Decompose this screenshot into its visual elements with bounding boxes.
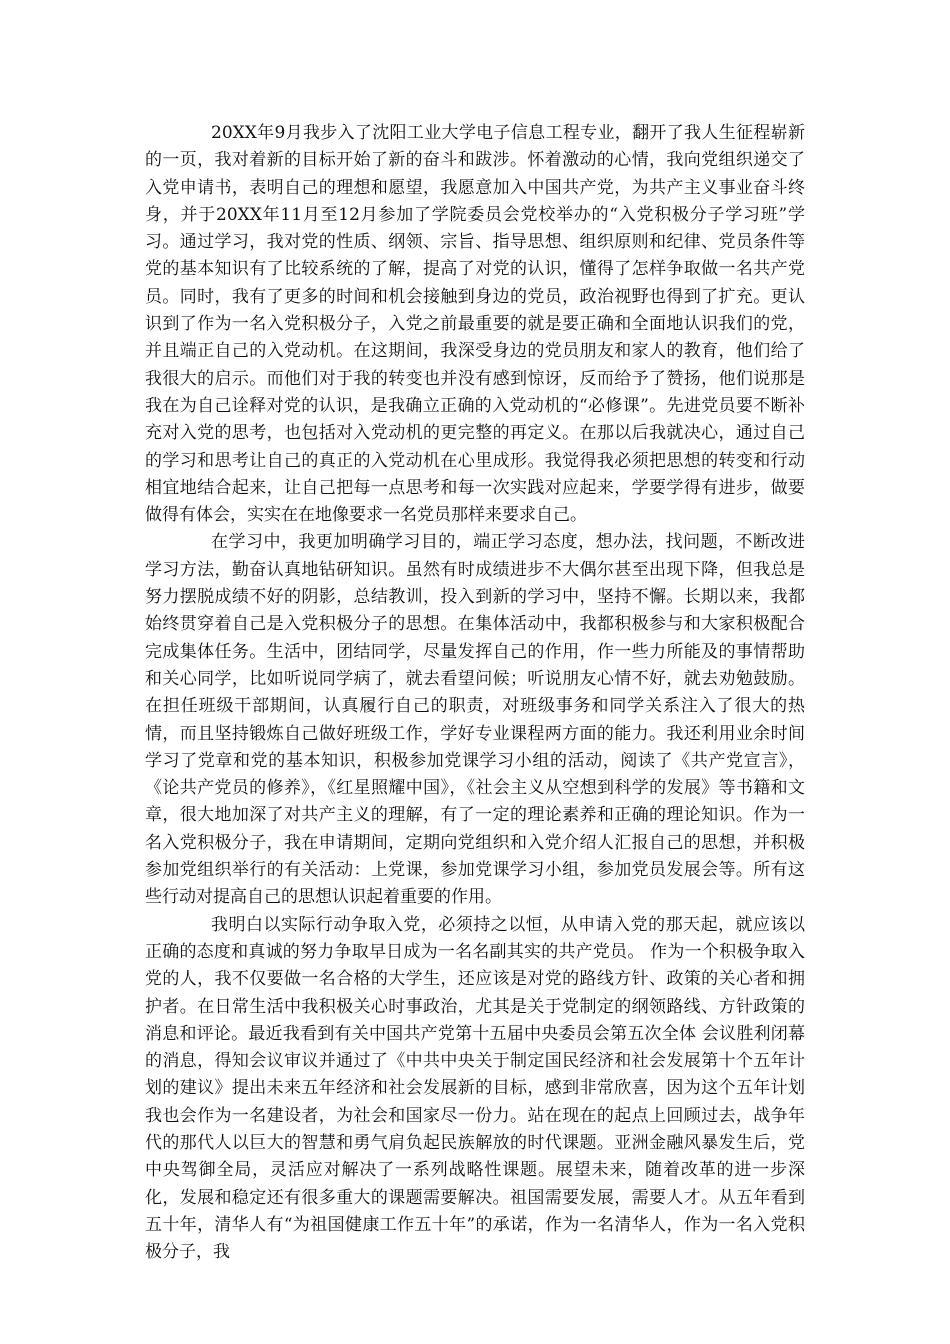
document-body — [145, 120, 805, 1266]
paragraph-2: 在学习中，我更加明确学习目的，端正学习态度，想办法，找问题，不断改进学习方法，勤奋认真地钻研知识。虽然有时成绩进步不大偶尔甚至出现下降，但我总是努力摆脱成绩不好的阴影，总结教训，投入到新的学习中，坚持不懈。长期以来，我都始终贯穿着自己是入党积极分子的思想。在集体活动中，我都积极参与和大家积极配合完成集体任务。生活中，团结同学，尽量发挥自己的作用，作一些力所能及的事情帮助和关心同学，比如听说同学病了，就去看望问候；听说朋友心情不好，就去劝勉鼓励。在担任班级干部期间，认真履行自己的职责，对班级事务和同学关系注入了很大的热情，而且坚持锻炼自己做好班级工作，学好专业课程两方面的能力。我还利用业余时间学习了党章和党的基本知识，积极参加党课学习小组的活动，阅读了《共产党宣言》，《论共产党员的修养》，《红星照耀中国》，《社会主义从空想到科学的发展》等书籍和文章，很大地加深了对共产主义的理解，有了一定的理论素养和正确的理论知识。作为一名入党积极分子，我在申请期间，定期向党组织和入党介绍人汇报自己的思想，并积极参加党组织举行的有关活动：上党课，参加党课学习小组，参加党员发展会等。所有这些行动对提高自己的思想认识起着重要的作用。 — [145, 532, 805, 908]
paragraph-3: 我明白以实际行动争取入党，必须持之以恒，从申请入党的那天起，就应该以正确的态度和真诚的努力争取早日成为一名名副其实的共产党员。 作为一个积极争取入党的人，我不仅要做一名合格的大学生，还应该是对党的路线方针、政策的关心者和拥护者。在日常生活中我积极关心时事政治，尤其是关于党制定的纲领路线、方针政策的消息和评论。最近我看到有关中国共产党第十五届中央委员会第五次全体 会议胜利闭幕的消息，得知会议审议并通过了《中共中央关于制定国民经济和社会发展第十个五年计划的建议》提出未来五年经济和社会发展新的目标，感到非常欣喜，因为这个五年计划我也会作为一名建设者，为社会和国家尽一份力。站在现在的起点上回顾过去，战争年代的那代人以巨大的智慧和勇气肩负起民族解放的时代课题。亚洲金融风暴发生后，党中央驾御全局，灵活应对解决了一系列战略性课题。展望未来，随着改革的进一步深化，发展和稳定还有很多重大的课题需要解决。祖国需要发展，需要人才。从五年看到五十年，清华人有“为祖国健康工作五十年”的承诺，作为一名清华人，作为一名入党积极分子，我 — [145, 914, 805, 1263]
paragraph-1: 20XX年9月我步入了沈阳工业大学电子信息工程专业，翻开了我人生征程崭新的一页，我对着新的目标开始了新的奋斗和跋涉。怀着激动的心情，我向党组织递交了入党申请书，表明自己的理想和愿望，我愿意加入中国共产党，为共产主义事业奋斗终身，并于20XX年11月至12月参加了学院委员会党校举办的“入党积极分子学习班”学习。通过学习，我对党的性质、纲领、宗旨、指导思想、组织原则和纪律、党员条件等党的基本知识有了比较系统的了解，提高了对党的认识，懂得了怎样争取做一名共产党员。同时，我有了更多的时间和机会接触到身边的党员，政治视野也得到了扩充。更认识到了作为一名入党积极分子，入党之前最重要的就是要正确和全面地认识我们的党，并且端正自己的入党动机。在这期间，我深受身边的党员朋友和家人的教育，他们给了我很大的启示。而他们对于我的转变也并没有感到惊讶，反而给予了赞扬，他们说那是我在为自己诠释对党的认识，是我确立正确的入党动机的“必修课”。先进党员要不断补充对入党的思考，也包括对入党动机的更完整的再定义。在那以后我就决心，通过自己的学习和思考让自己的真正的入党动机在心里成形。我觉得我必须把思想的转变和行动相宜地结合起来，让自己把每一点思考和每一次实践对应起来，学要学得有进步，做要做得有体会，实实在在地像要求一名党员那样来要求自己。 — [145, 123, 805, 526]
